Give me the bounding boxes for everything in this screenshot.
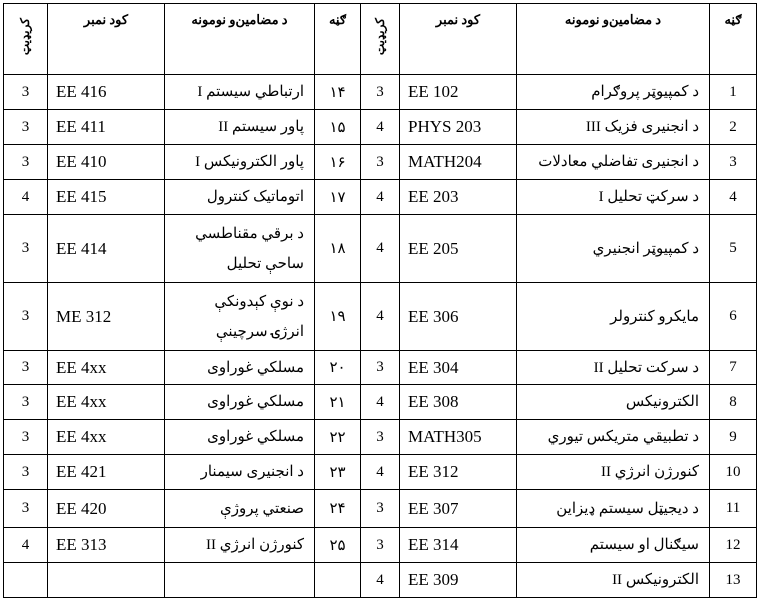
right-code-cell: EE 102 [400, 75, 517, 110]
left-code-cell: EE 415 [48, 180, 165, 215]
right-number-cell: 9 [710, 420, 757, 455]
left-code-cell: EE 416 [48, 75, 165, 110]
right-credits-cell: 3 [361, 490, 400, 528]
table-row [4, 351, 757, 385]
left-credits-cell: 3 [4, 455, 48, 490]
table-row [4, 110, 757, 145]
right-subject-cell: د دیجیټل سیستم ډیزاین [517, 490, 710, 528]
right-credits-cell: 4 [361, 110, 400, 145]
left-credits-header: کریډیټ [4, 4, 48, 75]
right-credits-cell: 3 [361, 75, 400, 110]
right-number-cell: 5 [710, 215, 757, 283]
left-number-cell: ۲۳ [315, 455, 361, 490]
right-subject-cell: کنورژن انرژي II [517, 455, 710, 490]
right-credits-cell: 4 [361, 215, 400, 283]
left-number-cell [315, 563, 361, 598]
right-number-cell: 6 [710, 283, 757, 351]
curriculum-table [3, 3, 757, 598]
left-subject-cell: کنورژن انرژي II [165, 528, 315, 563]
right-number-cell: 12 [710, 528, 757, 563]
left-subject-cell: پاور سیستم II [165, 110, 315, 145]
left-code-cell: EE 421 [48, 455, 165, 490]
right-number-cell: 3 [710, 145, 757, 180]
right-subject-cell: الکترونیکس II [517, 563, 710, 598]
right-credits-cell: 4 [361, 563, 400, 598]
right-code-cell: EE 308 [400, 385, 517, 420]
right-code-cell: PHYS 203 [400, 110, 517, 145]
right-subject-cell: د انجنیری تفاضلي معادلات [517, 145, 710, 180]
table-row [4, 490, 757, 528]
left-code-cell: EE 313 [48, 528, 165, 563]
left-number-cell: ۱۸ [315, 215, 361, 283]
left-code-cell: EE 420 [48, 490, 165, 528]
right-subject-cell: د کمپیوټر انجنیري [517, 215, 710, 283]
left-number-cell: ۲۰ [315, 351, 361, 385]
left-credits-cell [4, 563, 48, 598]
right-subject-cell: د کمپیوټر پروګرام [517, 75, 710, 110]
left-number-cell: ۱۹ [315, 283, 361, 351]
left-code-cell: ME 312 [48, 283, 165, 351]
right-subject-cell: الکترونیکس [517, 385, 710, 420]
right-number-header: ګڼه [710, 4, 757, 75]
right-number-cell: 1 [710, 75, 757, 110]
right-number-cell: 8 [710, 385, 757, 420]
right-subject-cell: د سرکت تحلیل II [517, 351, 710, 385]
right-subject-cell: د سرکټ تحلیل I [517, 180, 710, 215]
right-number-cell: 11 [710, 490, 757, 528]
table-row [4, 75, 757, 110]
left-number-cell: ۱۷ [315, 180, 361, 215]
right-credits-cell: 4 [361, 385, 400, 420]
left-subject-cell: مسلکي غوراوی [165, 351, 315, 385]
right-code-cell: EE 314 [400, 528, 517, 563]
right-code-cell: EE 205 [400, 215, 517, 283]
right-credits-cell: 4 [361, 283, 400, 351]
left-credits-cell: 3 [4, 351, 48, 385]
table-row [4, 420, 757, 455]
right-credits-cell: 3 [361, 351, 400, 385]
left-credits-cell: 3 [4, 420, 48, 455]
left-code-cell: EE 4xx [48, 385, 165, 420]
right-code-cell: EE 306 [400, 283, 517, 351]
left-number-header: ګڼه [315, 4, 361, 75]
right-credits-cell: 4 [361, 455, 400, 490]
right-code-cell: EE 307 [400, 490, 517, 528]
left-credits-cell: 3 [4, 145, 48, 180]
left-number-cell: ۲۱ [315, 385, 361, 420]
right-number-cell: 2 [710, 110, 757, 145]
right-credits-cell: 3 [361, 528, 400, 563]
right-credits-cell: 3 [361, 420, 400, 455]
left-number-cell: ۲۴ [315, 490, 361, 528]
left-code-cell: EE 414 [48, 215, 165, 283]
right-subject-header: د مضامین‌و نومونه [517, 4, 710, 75]
left-credits-cell: 4 [4, 180, 48, 215]
left-credits-cell: 3 [4, 490, 48, 528]
right-subject-cell: د انجنیری فزیک III [517, 110, 710, 145]
left-code-cell: EE 410 [48, 145, 165, 180]
left-subject-cell: مسلکي غوراوی [165, 420, 315, 455]
right-code-cell: EE 203 [400, 180, 517, 215]
right-credits-header: کریډیټ [361, 4, 400, 75]
right-credits-cell: 3 [361, 145, 400, 180]
left-subject-cell [165, 563, 315, 598]
left-credits-cell: 3 [4, 110, 48, 145]
table-row [4, 455, 757, 490]
left-credits-cell: 3 [4, 75, 48, 110]
table-row [4, 145, 757, 180]
right-subject-cell: مایکرو کنترولر [517, 283, 710, 351]
table-row [4, 528, 757, 563]
left-code-cell: EE 4xx [48, 420, 165, 455]
right-code-cell: EE 312 [400, 455, 517, 490]
left-code-cell: EE 4xx [48, 351, 165, 385]
right-code-cell: MATH305 [400, 420, 517, 455]
left-number-cell: ۲۵ [315, 528, 361, 563]
left-number-cell: ۱۶ [315, 145, 361, 180]
left-number-cell: ۱۵ [315, 110, 361, 145]
table-row [4, 283, 757, 351]
left-credits-cell: 4 [4, 528, 48, 563]
left-number-cell: ۱۴ [315, 75, 361, 110]
table-row [4, 563, 757, 598]
left-number-cell: ۲۲ [315, 420, 361, 455]
left-credits-cell: 3 [4, 283, 48, 351]
left-code-cell: EE 411 [48, 110, 165, 145]
left-code-header: کود نمبر [48, 4, 165, 75]
left-code-cell [48, 563, 165, 598]
left-subject-cell: د انجنیری سیمنار [165, 455, 315, 490]
right-credits-cell: 4 [361, 180, 400, 215]
right-code-cell: EE 309 [400, 563, 517, 598]
left-subject-cell: پاور الکترونیکس I [165, 145, 315, 180]
right-number-cell: 10 [710, 455, 757, 490]
left-subject-cell: صنعتي پروژې [165, 490, 315, 528]
left-credits-cell: 3 [4, 215, 48, 283]
table-row [4, 385, 757, 420]
right-number-cell: 7 [710, 351, 757, 385]
left-credits-cell: 3 [4, 385, 48, 420]
right-code-cell: EE 304 [400, 351, 517, 385]
right-subject-cell: د تطبیقي متریکس تیوري [517, 420, 710, 455]
left-subject-cell: ارتباطي سیستم I [165, 75, 315, 110]
left-subject-cell: اتوماتیک کنترول [165, 180, 315, 215]
header-row [4, 4, 757, 75]
right-code-header: کود نمبر [400, 4, 517, 75]
right-number-cell: 4 [710, 180, 757, 215]
table-row [4, 215, 757, 283]
right-number-cell: 13 [710, 563, 757, 598]
table-row [4, 180, 757, 215]
left-subject-cell: د برقي مقناطسي ساحې تحلیل [165, 215, 315, 283]
right-subject-cell: سیګنال او سیستم [517, 528, 710, 563]
left-subject-cell: د نوې کېدونکې انرژۍ سرچینې [165, 283, 315, 351]
left-subject-cell: مسلکي غوراوی [165, 385, 315, 420]
right-code-cell: MATH204 [400, 145, 517, 180]
left-subject-header: د مضامین‌و نومونه [165, 4, 315, 75]
